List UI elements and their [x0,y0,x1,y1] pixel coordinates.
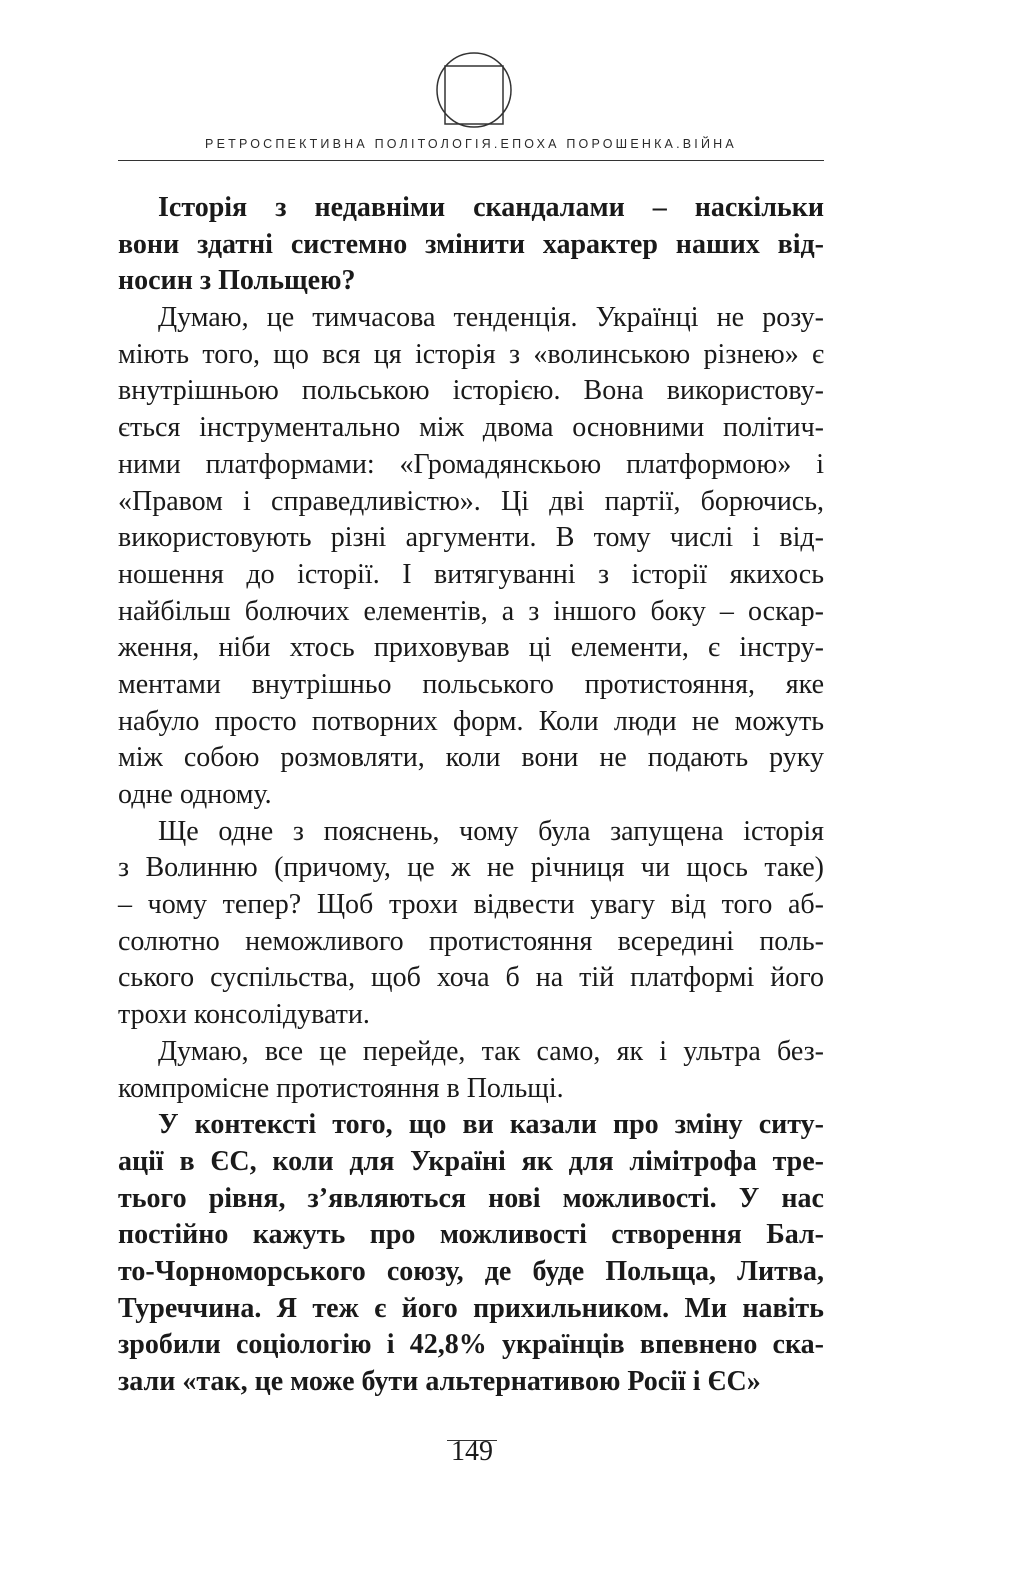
text-line: носин з Польщею? [118,265,356,297]
running-header: РЕТРОСПЕКТИВНА ПОЛІТОЛОГІЯ.ЕПОХА ПОРОШЕНКА.ВІЙНА [205,137,737,151]
text-line: ації в ЄС, коли для Україні як для лімітрофа тре- [118,1145,824,1177]
text-line: одне одному. [118,779,272,810]
page-body [118,190,824,1401]
text-line: зробили соціологію і 42,8% українців впевнено ска- [118,1329,824,1361]
text-line: ження, ніби хтось приховував ці елементи, є інстру- [118,632,824,664]
text-line: солютно неможливого протистояння всередині поль- [118,925,824,957]
answer-paragraph [118,814,824,1034]
text-line: трохи консолідувати. [118,999,370,1031]
text-line: «Правом і справедливістю». Ці дві партії, борючись, [118,485,824,517]
text-line: найбільш болючих елементів, а з іншого боку – оскар- [118,595,824,627]
text-line: Ще одне з пояснень, чому була запущена історія [158,815,824,847]
text-line: використовують різні аргументи. В тому числі і від- [118,522,824,554]
text-line: ється інструментально між двома основними політич- [118,412,824,444]
header-divider [118,160,824,161]
text-line: набуло просто потворних форм. Коли люди не можуть [118,705,824,737]
text-line: постійно кажуть про можливості створення Бал- [118,1219,824,1251]
text-line: ментами внутрішньо польського протистояння, яке [118,668,824,700]
page-number: 149 [451,1436,493,1467]
question-paragraph [118,1107,824,1401]
text-line: зали «так, це може бути альтернативою Росії і ЄС» [118,1366,761,1397]
text-line: У контексті того, що ви казали про зміну ситу- [158,1109,824,1141]
text-line: міють того, що вся ця історія з «волинською різнею» є [118,338,824,370]
text-line: компромісне протистояння в Польщі. [118,1072,564,1104]
circle-square-logo-icon [434,50,514,130]
text-line: – чому тепер? Щоб трохи відвести увагу від того аб- [118,889,824,921]
text-line: Думаю, все це перейде, так само, як і ультра без- [158,1035,824,1067]
text-line: то-Чорноморського союзу, де буде Польща, Литва, [118,1255,824,1287]
answer-paragraph [118,300,824,814]
text-line: тього рівня, з’являються нові можливості. У нас [118,1182,824,1214]
text-line: з Волинню (причому, це ж не річниця чи щось таке) [118,852,824,884]
text-line: внутрішньою польською історією. Вона використову- [118,375,824,407]
text-line: вони здатні системно змінити характер наших від- [118,228,824,260]
text-line: між собою розмовляти, коли вони не подають руку [118,742,824,774]
text-line: ними платформами: «Громадянскьою платформою» і [118,448,824,480]
text-line: Туреччина. Я теж є його прихильником. Ми навіть [118,1292,824,1324]
text-line: ношення до історії. І витягуванні з історії якихось [118,558,824,590]
text-line: Думаю, це тимчасова тенденція. Українці не розу- [158,302,824,334]
question-paragraph [118,190,824,300]
text-line: Історія з недавніми скандалами – наскільки [158,192,824,223]
text-line: ського суспільства, щоб хоча б на тій платформі його [118,962,824,994]
answer-paragraph [118,1034,824,1107]
